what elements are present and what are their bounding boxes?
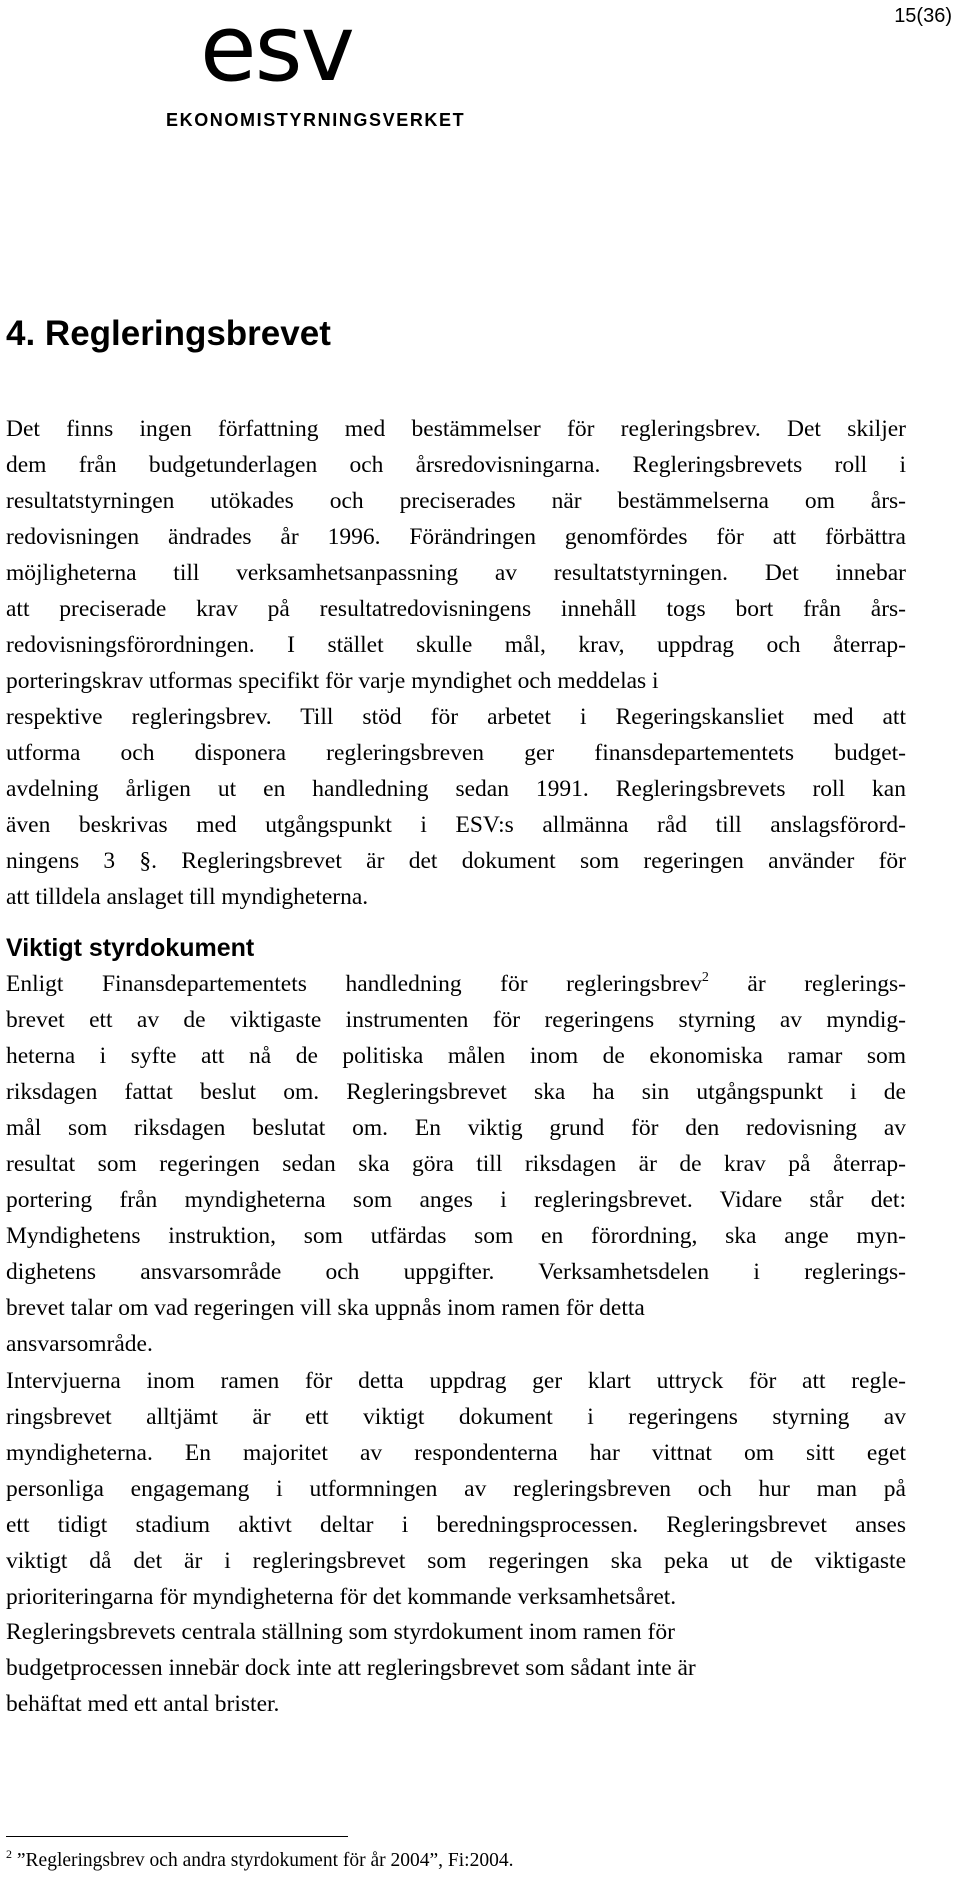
paragraph-line: resultat som regeringen sedan ska göra till riksdagen är de krav på återrap-	[6, 1151, 906, 1177]
paragraph-line: redovisningsförordningen. I stället skulle mål, krav, uppdrag och återrap-	[6, 632, 906, 658]
paragraph-line: mål som riksdagen beslutat om. En viktig grund för den redovisning av	[6, 1115, 906, 1141]
footnote-text: ”Regleringsbrev och andra styrdokument för år 2004”, Fi:2004.	[12, 1850, 514, 1871]
paragraph-line: utforma och disponera regleringsbreven ger finansdepartementets budget-	[6, 740, 906, 766]
esv-logo-mark: esv	[200, 0, 353, 102]
paragraph-brister	[6, 1614, 906, 1722]
paragraph-line: prioriteringarna för myndigheterna för det kommande verksamhetsåret.	[6, 1584, 677, 1610]
paragraph-line: budgetprocessen innebär dock inte att regleringsbrevet som sådant inte är	[6, 1655, 696, 1681]
paragraph-line: att preciserade krav på resultatredovisningens innehåll togs bort från års-	[6, 596, 906, 622]
text-before-footnote: Enligt Finansdepartementets handledning för regleringsbrev	[6, 971, 702, 997]
paragraph-line: riksdagen fattat beslut om. Regleringsbrevet ska ha sin utgångspunkt i de	[6, 1079, 906, 1105]
paragraph-line: Det finns ingen författning med bestämmelser för regleringsbrev. Det skiljer	[6, 416, 906, 442]
paragraph-line: avdelning årligen ut en handledning sedan 1991. Regleringsbrevets roll kan	[6, 776, 906, 802]
footnote-number: 2	[6, 1847, 12, 1861]
paragraph-line: portering från myndigheterna som anges i regleringsbrevet. Vidare står det:	[6, 1187, 906, 1213]
paragraph-line: brevet ett av de viktigaste instrumenten för regeringens styrning av myndig-	[6, 1007, 906, 1033]
paragraph-line: ringsbrevet alltjämt är ett viktigt dokument i regeringens styrning av	[6, 1404, 906, 1430]
paragraph-line: myndigheterna. En majoritet av respondenterna har vittnat om sitt eget	[6, 1440, 906, 1466]
paragraph-line: ett tidigt stadium aktivt deltar i beredningsprocessen. Regleringsbrevet anses	[6, 1512, 906, 1538]
section-heading: Viktigt styrdokument	[6, 934, 255, 962]
text-after-footnote: är reglerings-	[708, 971, 906, 997]
paragraph-line: ningens 3 §. Regleringsbrevet är det dokument som regeringen använder för	[6, 848, 906, 874]
paragraph-line: dem från budgetunderlagen och årsredovisningarna. Regleringsbrevets roll i	[6, 452, 906, 478]
paragraph-line: resultatstyrningen utökades och preciserades när bestämmelserna om års-	[6, 488, 906, 514]
paragraph-line: möjligheterna till verksamhetsanpassning av resultatstyrningen. Det innebar	[6, 560, 906, 586]
paragraph-line: behäftat med ett antal brister.	[6, 1691, 280, 1717]
logo-wordmark: EKONOMISTYRNINGSVERKET	[166, 110, 466, 130]
footnote	[6, 1847, 514, 1872]
page-title: 4. Regleringsbrevet	[6, 314, 331, 353]
paragraph-line: brevet talar om vad regeringen vill ska uppnås inom ramen för detta	[6, 1295, 645, 1321]
paragraph-line: redovisningen ändrades år 1996. Förändringen genomfördes för att förbättra	[6, 524, 906, 550]
paragraph-line: även beskrivas med utgångspunkt i ESV:s allmänna råd till anslagsförord-	[6, 812, 906, 838]
paragraph-line: dighetens ansvarsområde och uppgifter. Verksamhetsdelen i reglerings-	[6, 1259, 906, 1285]
paragraph-line: ansvarsområde.	[6, 1331, 153, 1357]
paragraph-line: porteringskrav utformas specifikt för varje myndighet och meddelas i	[6, 668, 659, 694]
paragraph-line: personliga engagemang i utformningen av regleringsbreven och hur man på	[6, 1476, 906, 1502]
paragraph-line: Myndighetens instruktion, som utfärdas som en förordning, ska ange myn-	[6, 1223, 906, 1249]
paragraph-line: Intervjuerna inom ramen för detta uppdrag ger klart uttryck för att regle-	[6, 1368, 906, 1394]
paragraph-line: Regleringsbrevets centrala ställning som styrdokument inom ramen för	[6, 1619, 675, 1645]
paragraph-line: att tilldela anslaget till myndigheterna.	[6, 884, 369, 910]
page-number: 15(36)	[894, 5, 952, 27]
paragraph-line	[6, 966, 906, 1002]
paragraph-line: respektive regleringsbrev. Till stöd för arbetet i Regeringskansliet med att	[6, 704, 906, 730]
paragraph-intervjuer	[6, 1363, 906, 1615]
footnote-divider	[6, 1836, 348, 1837]
paragraph-line: viktigt då det är i regleringsbrevet som regeringen ska peka ut de viktigaste	[6, 1548, 906, 1574]
footnote-reference: 2	[701, 970, 709, 985]
paragraph-line: heterna i syfte att nå de politiska målen inom de ekonomiska ramar som	[6, 1043, 906, 1069]
paragraph-styrdokument	[6, 966, 906, 1362]
paragraph-intro	[6, 411, 906, 915]
